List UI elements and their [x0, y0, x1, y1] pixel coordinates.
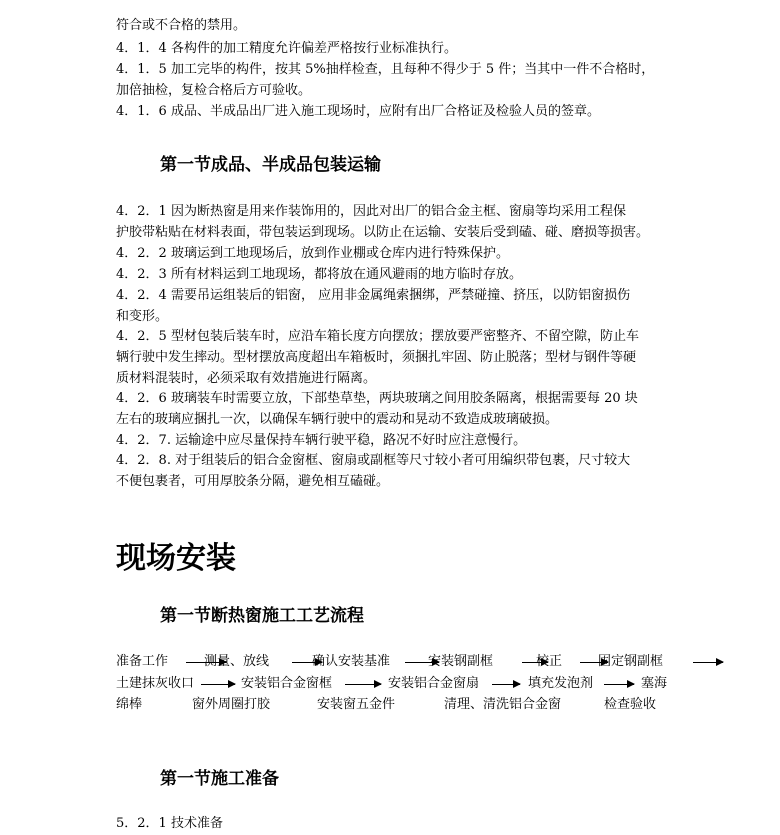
flow-step: 校正 [536, 654, 563, 669]
text-line: 左右的玻璃应捆扎一次，以确保车辆行驶中的震动和晃动不致造成玻璃破损。 [116, 412, 559, 427]
text-line: 4．2．8. 对于组装后的铝合金窗框、窗扇或副框等尺寸较小者可用编织带包裹，尺寸较大 [116, 453, 631, 468]
flow-step: 安装钢副框 [428, 654, 494, 669]
flow-step: 检查验收 [604, 697, 657, 712]
flow-arrow [201, 684, 235, 685]
text-line: 和变形。 [116, 309, 169, 324]
flow-arrow [693, 662, 723, 663]
flow-step: 窗外周圈打胶 [192, 697, 271, 712]
section-heading-preparation: 第一节施工准备 [160, 769, 279, 789]
text-line: 不便包裹者，可用厚胶条分隔，避免相互磕碰。 [116, 474, 390, 489]
flow-step: 安装铝合金窗扇 [388, 676, 480, 691]
text-line: 4．2．1 因为断热窗是用来作装饰用的，因此对出厂的铝合金主框、窗扇等均采用工程保 [116, 204, 626, 219]
text-line: 加倍抽检，复检合格后方可验收。 [116, 83, 312, 98]
text-line: 4．1．4 各构件的加工精度允许偏差严格按行业标准执行。 [116, 41, 457, 56]
text-line: 4．2．3 所有材料运到工地现场，都将放在通风避雨的地方临时存放。 [116, 267, 522, 282]
flow-step: 安装铝合金窗框 [241, 676, 333, 691]
flow-step: 绵棒 [116, 697, 143, 712]
section-heading-process: 第一节断热窗施工工艺流程 [160, 606, 364, 626]
text-line: 4．2．5 型材包装后装车时，应沿车箱长度方向摆放；摆放要严密整齐、不留空隙，防止车 [116, 329, 639, 344]
flow-step: 准备工作 [116, 654, 169, 669]
text-line: 4．1．6 成品、半成品出厂进入施工现场时，应附有出厂合格证及检验人员的签章。 [116, 104, 600, 119]
flow-step: 测量、放线 [204, 654, 270, 669]
text-line: 辆行驶中发生摔动。型材摆放高度超出车箱板时，须捆扎牢固、防止脱落；型材与钢件等硬 [116, 350, 637, 365]
section-heading-packaging: 第一节成品、半成品包装运输 [160, 155, 381, 175]
flow-step: 确认安装基准 [312, 654, 391, 669]
flow-step: 土建抹灰收口 [116, 676, 195, 691]
text-line: 4．1．5 加工完毕的构件，按其 5%抽样检查，且每种不得少于 5 件；当其中一件不合格时， [116, 62, 655, 77]
text-line: 4．2．4 需要吊运组装后的铝窗， 应用非金属绳索捆绑，严禁碰撞、挤压，以防铝窗损伤 [116, 288, 631, 303]
text-line: 质材料混装时，必须采取有效措施进行隔离。 [116, 371, 377, 386]
flow-step: 清理、清洗铝合金窗 [444, 697, 562, 712]
text-line: 4．2．2 玻璃运到工地现场后，放到作业棚或仓库内进行特殊保护。 [116, 246, 509, 261]
text-line: 4．2．7. 运输途中应尽量保持车辆行驶平稳，路况不好时应注意慢行。 [116, 433, 527, 448]
flow-arrow [492, 684, 520, 685]
flow-step: 固定钢副框 [598, 654, 664, 669]
flow-arrow [345, 684, 381, 685]
flow-step: 安装窗五金件 [317, 697, 396, 712]
text-line: 符合或不合格的禁用。 [116, 18, 247, 33]
flow-step: 塞海 [641, 676, 668, 691]
flow-arrow [604, 684, 634, 685]
flow-step: 填充发泡剂 [528, 676, 594, 691]
chapter-title: 现场安装 [116, 541, 236, 576]
text-line: 5．2．1 技术准备 [116, 816, 223, 831]
text-line: 护胶带粘贴在材料表面，带包装运到现场。以防止在运输、安装后受到磕、碰、磨损等损害。 [116, 225, 650, 240]
text-line: 4．2．6 玻璃装车时需要立放，下部垫草垫，两块玻璃之间用胶条隔离，根据需要每 20 块 [116, 391, 638, 406]
